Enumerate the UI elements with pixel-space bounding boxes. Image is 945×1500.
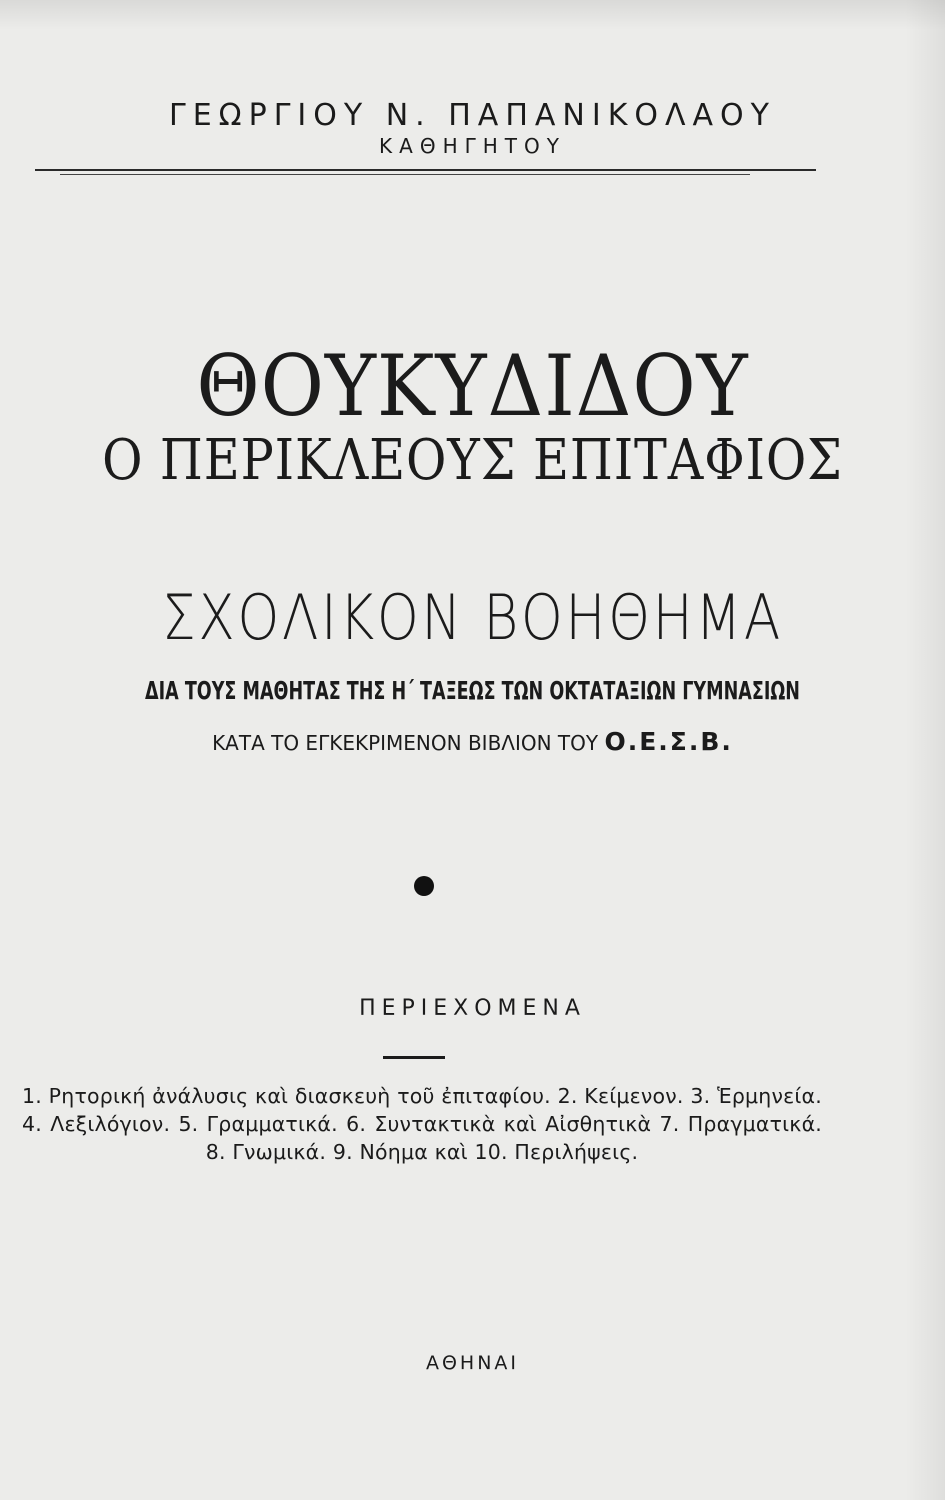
audience-line: ΔΙΑ ΤΟΥΣ ΜΑΘΗΤΑΣ ΤΗΣ Η΄ ΤΑΞΕΩΣ ΤΩΝ ΟΚΤΑΤΑΞΙΩΝ ΓΥΜΝΑΣΙΩΝ bbox=[145, 676, 800, 705]
basis-text: ΚΑΤΑ ΤΟ ΕΓΚΕΚΡΙΜΕΝΟΝ ΒΙΒΛΙΟΝ ΤΟΥ bbox=[212, 731, 605, 755]
contents-heading: ΠΕΡΙΕΧΟΜΕΝΑ bbox=[359, 996, 586, 1021]
book-type: ΣΧΟΛΙΚΟΝ ΒΟΗΘΗΜΑ bbox=[162, 581, 783, 654]
header-rule-thin bbox=[60, 174, 750, 175]
author-rank: ΚΑΘΗΓΗΤΟΥ bbox=[379, 134, 566, 158]
subtitle: Ο ΠΕΡΙΚΛΕΟΥΣ ΕΠΙΤΑΦΙΟΣ bbox=[102, 428, 843, 493]
basis-organization: Ο.Ε.Σ.Β. bbox=[604, 727, 733, 756]
publication-place: ΑΘΗΝΑΙ bbox=[425, 1352, 520, 1374]
author-name: ΓΕΩΡΓΙΟΥ Ν. ΠΑΠΑΝΙΚΟΛΑΟΥ bbox=[169, 98, 776, 133]
bullet-ornament bbox=[414, 876, 434, 896]
header-rule-thick bbox=[35, 169, 816, 171]
basis-line bbox=[0, 727, 945, 756]
contents-list: 1. Ρητορική ἀνάλυσις καὶ διασκευὴ τοῦ ἐπιταφίου. 2. Κείμενον. 3. Ἑρμηνεία. 4. Λεξιλόγιον. 5. Γραμματικά. 6. Συντακτικὰ καὶ Αἰσθητικὰ 7. Πραγματικά. 8. Γνωμικά. 9. Νόημα καὶ 10. Περιλήψεις. bbox=[22, 1084, 822, 1164]
contents-rule bbox=[383, 1056, 445, 1059]
main-title: ΘΟΥΚΥΔΙΔΟΥ bbox=[196, 337, 749, 435]
